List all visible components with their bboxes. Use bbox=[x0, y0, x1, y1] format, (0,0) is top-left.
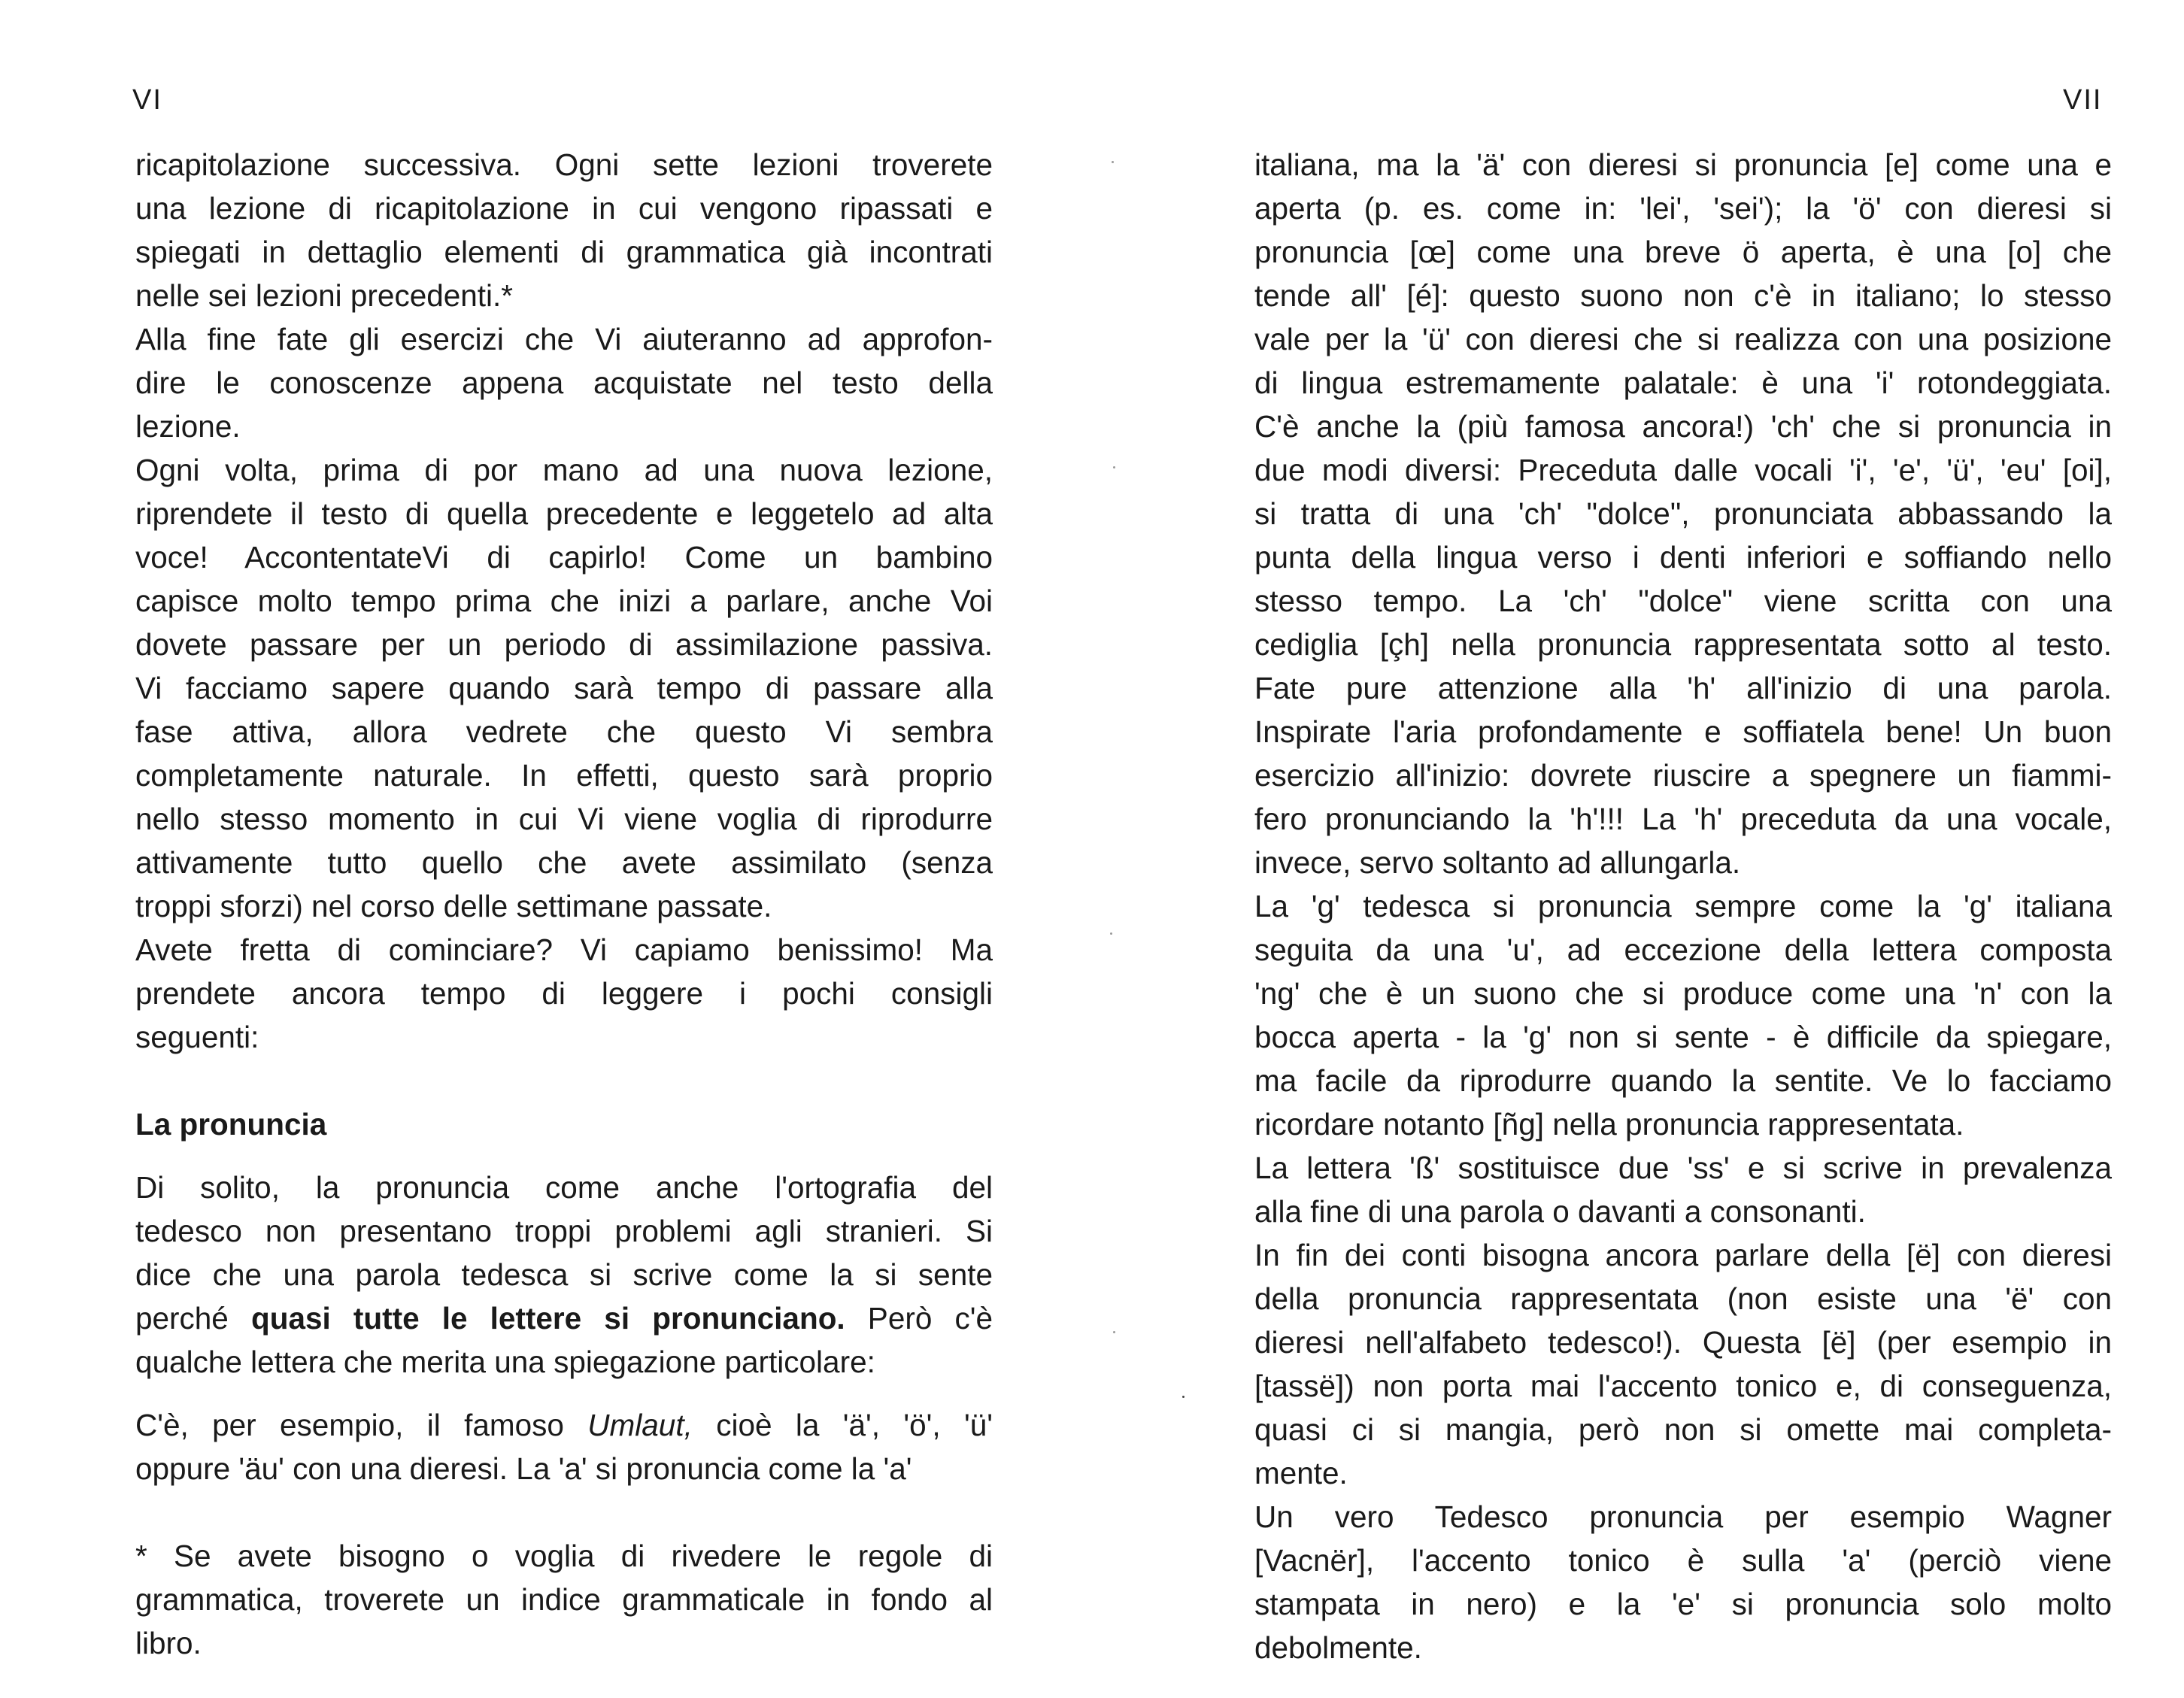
bold-phrase: quasi tutte le lettere si pronunciano. bbox=[250, 1301, 845, 1336]
text-line: In fin dei conti bisogna ancora parlare della [ë] con dieresi bbox=[1254, 1238, 2112, 1272]
right-page-text bbox=[1254, 143, 2112, 1669]
section-heading: La pronuncia bbox=[135, 1107, 327, 1142]
scan-speck bbox=[1113, 1331, 1115, 1333]
text-line: ricordare notanto [ñg] nella pronuncia rappresentata. bbox=[1254, 1107, 1964, 1142]
text-line: seguita da una 'u', ad eccezione della lettera composta bbox=[1254, 932, 2112, 967]
paragraph bbox=[1254, 1495, 2112, 1669]
text-line: vale per la 'ü' con dieresi che si realizza con una posizione bbox=[1254, 322, 2112, 356]
text-line: qualche lettera che merita una spiegazione particolare: bbox=[135, 1345, 875, 1379]
text-line: seguenti: bbox=[135, 1020, 259, 1054]
italic-term: Umlaut, bbox=[587, 1408, 693, 1442]
text-line: Fate pure attenzione alla 'h' all'inizio di una parola. bbox=[1254, 671, 2112, 705]
paragraph bbox=[135, 448, 993, 928]
text-line: dieresi nell'alfabeto tedesco!). Questa [ë] (per esempio in bbox=[1254, 1325, 2112, 1360]
text-line: dice che una parola tedesca si scrive come la si sente bbox=[135, 1257, 993, 1292]
scan-speck bbox=[1182, 1396, 1185, 1398]
text-line: stampata in nero) e la 'e' si pronuncia solo molto bbox=[1254, 1587, 2112, 1621]
text-line: alla fine di una parola o davanti a consonanti. bbox=[1254, 1194, 1866, 1229]
text-line: nello stesso momento in cui Vi viene voglia di riprodurre bbox=[135, 802, 993, 836]
text-line: Alla fine fate gli esercizi che Vi aiuteranno ad approfon- bbox=[135, 322, 993, 356]
text-line: riprendete il testo di quella precedente e leggetelo ad alta bbox=[135, 496, 993, 531]
paragraph bbox=[135, 143, 993, 317]
text-line: fase attiva, allora vedrete che questo Vi sembra bbox=[135, 714, 993, 749]
text-line: ma facile da riprodurre quando la sentite. Ve lo facciamo bbox=[1254, 1063, 2112, 1098]
text-line: Un vero Tedesco pronuncia per esempio Wagner bbox=[1254, 1499, 2112, 1534]
text-line: tedesco non presentano troppi problemi agli stranieri. Si bbox=[135, 1214, 993, 1248]
text-line: prendete ancora tempo di leggere i pochi consigli bbox=[135, 976, 993, 1011]
text-line: 'ng' che è un suono che si produce come una 'n' con la bbox=[1254, 976, 2112, 1011]
text-line: La lettera 'ß' sostituisce due 'ss' e si scrive in prevalenza bbox=[1254, 1151, 2112, 1185]
text-line: C'è, per esempio, il famoso Umlaut, cioè la 'ä', 'ö', 'ü' bbox=[135, 1408, 993, 1442]
text-line: troppi sforzi) nel corso delle settimane passate. bbox=[135, 889, 772, 923]
text-line: fero pronunciando la 'h'!!! La 'h' preceduta da una vocale, bbox=[1254, 802, 2112, 836]
text-line: una lezione di ricapitolazione in cui vengono ripassati e bbox=[135, 191, 993, 226]
footnote bbox=[135, 1534, 993, 1665]
text-line: oppure 'äu' con una dieresi. La 'a' si pronuncia come la 'a' bbox=[135, 1451, 912, 1486]
text-line: * Se avete bisogno o voglia di rivedere le regole di bbox=[135, 1539, 993, 1573]
text-line: mente. bbox=[1254, 1456, 1348, 1490]
text-line: ricapitolazione successiva. Ogni sette lezioni troverete bbox=[135, 147, 993, 182]
text-line: La 'g' tedesca si pronuncia sempre come la 'g' italiana bbox=[1254, 889, 2112, 923]
scan-speck bbox=[1110, 932, 1112, 935]
text-line: libro. bbox=[135, 1626, 202, 1660]
text-line: esercizio all'inizio: dovrete riuscire a spegnere un fiammi- bbox=[1254, 758, 2112, 793]
text-line: due modi diversi: Preceduta dalle vocali 'i', 'e', 'ü', 'eu' [oi], bbox=[1254, 453, 2112, 487]
paragraph bbox=[1254, 1146, 2112, 1233]
text-line: bocca aperta - la 'g' non si sente - è difficile da spiegare, bbox=[1254, 1020, 2112, 1054]
text-line: Di solito, la pronuncia come anche l'ortografia del bbox=[135, 1170, 993, 1205]
text-line: Avete fretta di cominciare? Vi capiamo benissimo! Ma bbox=[135, 932, 993, 967]
paragraph bbox=[135, 928, 993, 1059]
page-number-right: VII bbox=[2063, 84, 2103, 116]
text-line: grammatica, troverete un indice grammaticale in fondo al bbox=[135, 1582, 993, 1617]
paragraph bbox=[1254, 143, 2112, 884]
text-line: voce! AccontentateVi di capirlo! Come un bambino bbox=[135, 540, 993, 575]
text-line: si tratta di una 'ch' "dolce", pronunciata abbassando la bbox=[1254, 496, 2112, 531]
left-page-text bbox=[135, 143, 993, 1665]
text-line: di lingua estremamente palatale: è una 'i' rotondeggiata. bbox=[1254, 365, 2112, 400]
paragraph bbox=[135, 1403, 993, 1490]
paragraph bbox=[135, 317, 993, 448]
scan-speck bbox=[1113, 466, 1115, 468]
text-line: C'è anche la (più famosa ancora!) 'ch' che si pronuncia in bbox=[1254, 409, 2112, 444]
text-line: completamente naturale. In effetti, questo sarà proprio bbox=[135, 758, 993, 793]
text-line: aperta (p. es. come in: 'lei', 'sei'); la 'ö' con dieresi si bbox=[1254, 191, 2112, 226]
text-line: attivamente tutto quello che avete assimilato (senza bbox=[135, 845, 993, 880]
text-line: nelle sei lezioni precedenti.* bbox=[135, 278, 514, 313]
text-line: cediglia [çh] nella pronuncia rappresentata sotto al testo. bbox=[1254, 627, 2112, 662]
text-line: italiana, ma la 'ä' con dieresi si pronuncia [e] come una e bbox=[1254, 147, 2112, 182]
text-line: lezione. bbox=[135, 409, 241, 444]
text-line: spiegati in dettaglio elementi di grammatica già incontrati bbox=[135, 235, 993, 269]
paragraph bbox=[135, 1166, 993, 1384]
scan-speck bbox=[1112, 161, 1114, 163]
text-line: capisce molto tempo prima che inizi a parlare, anche Voi bbox=[135, 584, 993, 618]
text-line: dire le conoscenze appena acquistate nel testo della bbox=[135, 365, 993, 400]
page-number-left: VI bbox=[132, 84, 162, 116]
text-line: pronuncia [œ] come una breve ö aperta, è una [o] che bbox=[1254, 235, 2112, 269]
text-line: Inspirate l'aria profondamente e soffiatela bene! Un buon bbox=[1254, 714, 2112, 749]
text-line: invece, servo soltanto ad allungarla. bbox=[1254, 845, 1741, 880]
text-line: debolmente. bbox=[1254, 1630, 1422, 1665]
text-line: quasi ci si mangia, però non si omette mai completa- bbox=[1254, 1412, 2112, 1447]
text-line: della pronuncia rappresentata (non esiste una 'ë' con bbox=[1254, 1281, 2112, 1316]
paragraph bbox=[1254, 1233, 2112, 1495]
text-line: Vi facciamo sapere quando sarà tempo di passare alla bbox=[135, 671, 993, 705]
text-line: tende all' [é]: questo suono non c'è in italiano; lo stesso bbox=[1254, 278, 2112, 313]
text-line: dovete passare per un periodo di assimilazione passiva. bbox=[135, 627, 993, 662]
text-line: [tassë]) non porta mai l'accento tonico e, di conseguenza, bbox=[1254, 1369, 2112, 1403]
text-line: Ogni volta, prima di por mano ad una nuova lezione, bbox=[135, 453, 993, 487]
text-line: stesso tempo. La 'ch' "dolce" viene scritta con una bbox=[1254, 584, 2112, 618]
paragraph bbox=[1254, 884, 2112, 1146]
text-line: perché quasi tutte le lettere si pronunciano. Però c'è bbox=[135, 1301, 993, 1336]
text-line: punta della lingua verso i denti inferiori e soffiando nello bbox=[1254, 540, 2112, 575]
text-line: [Vacnër], l'accento tonico è sulla 'a' (perciò viene bbox=[1254, 1543, 2112, 1578]
